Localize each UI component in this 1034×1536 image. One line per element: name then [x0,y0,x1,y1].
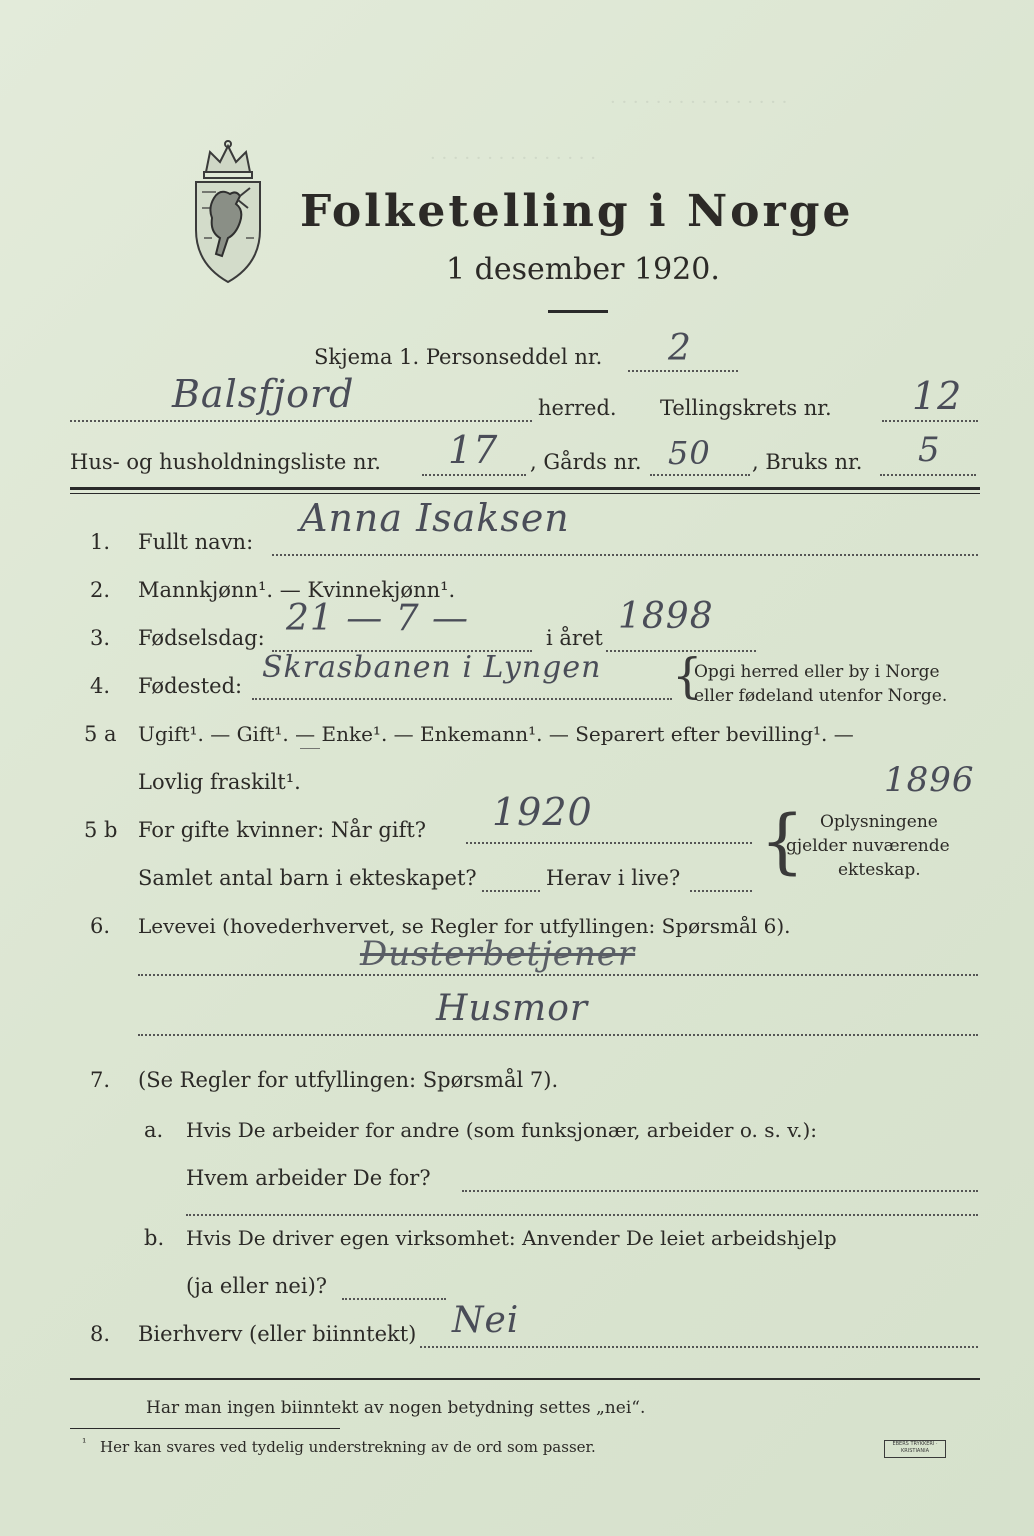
q8-number: 8. [90,1322,111,1346]
husliste-value: 17 [448,428,499,472]
q6-answer-line-2 [138,1034,978,1036]
q1-number: 1. [90,530,111,554]
q7a-line1: Hvis De arbeider for andre (som funksjonær, arbeider o. s. v.): [186,1118,818,1142]
bruks-line [880,474,976,476]
footnote-rule [70,1428,340,1429]
q3-number: 3. [90,626,111,650]
q7b-line1: Hvis De driver egen virksomhet: Anvender De leiet arbeidshjelp [186,1226,837,1250]
q5b-married-label: For gifte kvinner: Når gift? [138,818,427,842]
herred-label: herred. [538,396,617,420]
q6-struck-answer: Dusterbetjener [360,934,636,974]
skjema-nr-value: 2 [668,328,692,369]
q4-answer-line [252,698,672,700]
tellingskrets-label: Tellingskrets nr. [660,396,832,420]
form-subtitle: 1 desember 1920. [446,252,720,287]
q6-label: Levevei (hovederhvervet, se Regler for utfyllingen: Spørsmål 6). [138,914,791,938]
q5b-alive-label: Herav i live? [546,866,681,890]
biinntekt-note: Har man ingen biinntekt av nogen betydning settes „nei“. [146,1398,646,1418]
q7-label: (Se Regler for utfyllingen: Spørsmål 7). [138,1068,559,1092]
q5b-married-year: 1920 [492,790,593,834]
q1-answer-line [272,554,978,556]
show-through-text: · · · · · · · · · · · · · · · [430,148,596,169]
q6-answer: Husmor [436,988,589,1029]
q4-number: 4. [90,674,111,698]
q7a-answer-line [462,1190,978,1192]
husliste-label: Hus- og husholdningsliste nr. [70,450,381,474]
q3-label: Fødselsdag: [138,626,265,650]
tellingskrets-value: 12 [912,374,963,418]
bruks-label: , Bruks nr. [752,450,863,474]
q8-label: Bierhverv (eller biinntekt) [138,1322,417,1346]
q3-day-answer: 21 — 7 — [286,598,470,639]
q1-answer: Anna Isaksen [300,496,570,540]
footnote-text: Her kan svares ved tydelig understrekning av de ord som passer. [100,1438,596,1456]
q5b-note-line3: ekteskap. [838,860,921,880]
q5a-margin-year: 1896 [884,760,975,800]
form-title: Folketelling i Norge [300,186,854,237]
herred-line [70,420,532,422]
bruks-value: 5 [918,430,941,470]
gards-label: , Gårds nr. [530,450,642,474]
header-rule-thin [70,493,980,494]
q2-label: Mannkjønn¹. — Kvinnekjønn¹. [138,578,456,602]
footnote-mark: ¹ [82,1436,87,1449]
q5a-line2: Lovlig fraskilt¹. [138,770,301,794]
q7b-answer-line [342,1298,446,1300]
footer-rule [70,1378,980,1380]
q4-brace: { [672,648,703,704]
q5b-brace: { [760,800,805,882]
q5a-number: 5 a [84,722,117,746]
q8-answer-line [420,1346,978,1348]
q5b-note-line1: Oplysningene [820,812,938,832]
show-through-text: · · · · · · · · · · · · · · · · [610,92,788,113]
title-divider [548,310,608,313]
q6-answer-line-1 [138,974,978,976]
q3-year-label: i året [546,626,603,650]
q5a-line1: Ugift¹. — Gift¹. — Enke¹. — Enkemann¹. — Separert efter bevilling¹. — [138,722,854,746]
gards-line [650,474,750,476]
q7-number: 7. [90,1068,111,1092]
q3-year-answer: 1898 [618,596,714,637]
q8-answer: Nei [452,1300,520,1341]
header-rule [70,487,980,490]
q5a-gift-underline: ‾‾ [300,744,320,768]
q5b-married-line [466,842,752,844]
herred-value: Balsfjord [172,372,355,416]
printer-stamp: EBERS TRYKKERI · KRISTIANIA [884,1440,946,1458]
q7b-letter: b. [144,1226,165,1250]
q4-answer: Skrasbanen i Lyngen [262,650,602,685]
skjema-label: Skjema 1. Personseddel nr. [314,345,603,369]
q6-number: 6. [90,914,111,938]
tellingskrets-line [882,420,978,422]
q4-note-line2: eller fødeland utenfor Norge. [694,686,948,706]
q5b-children-label: Samlet antal barn i ekteskapet? [138,866,477,890]
norway-coat-of-arms-icon [186,138,270,288]
q2-number: 2. [90,578,111,602]
q7a-line2: Hvem arbeider De for? [186,1166,431,1190]
gards-value: 50 [668,434,711,472]
q7a-letter: a. [144,1118,164,1142]
husliste-line [422,474,526,476]
skjema-nr-line [628,370,738,372]
q5b-note-line2: gjelder nuværende [786,836,950,856]
q7a-answer-line-2 [186,1214,978,1216]
q7b-line2: (ja eller nei)? [186,1274,328,1298]
q5b-children-line [482,890,540,892]
q4-label: Fødested: [138,674,243,698]
q4-note-line1: Opgi herred eller by i Norge [694,662,940,682]
q5b-alive-line [690,890,752,892]
q1-label: Fullt navn: [138,530,254,554]
q5b-number: 5 b [84,818,118,842]
